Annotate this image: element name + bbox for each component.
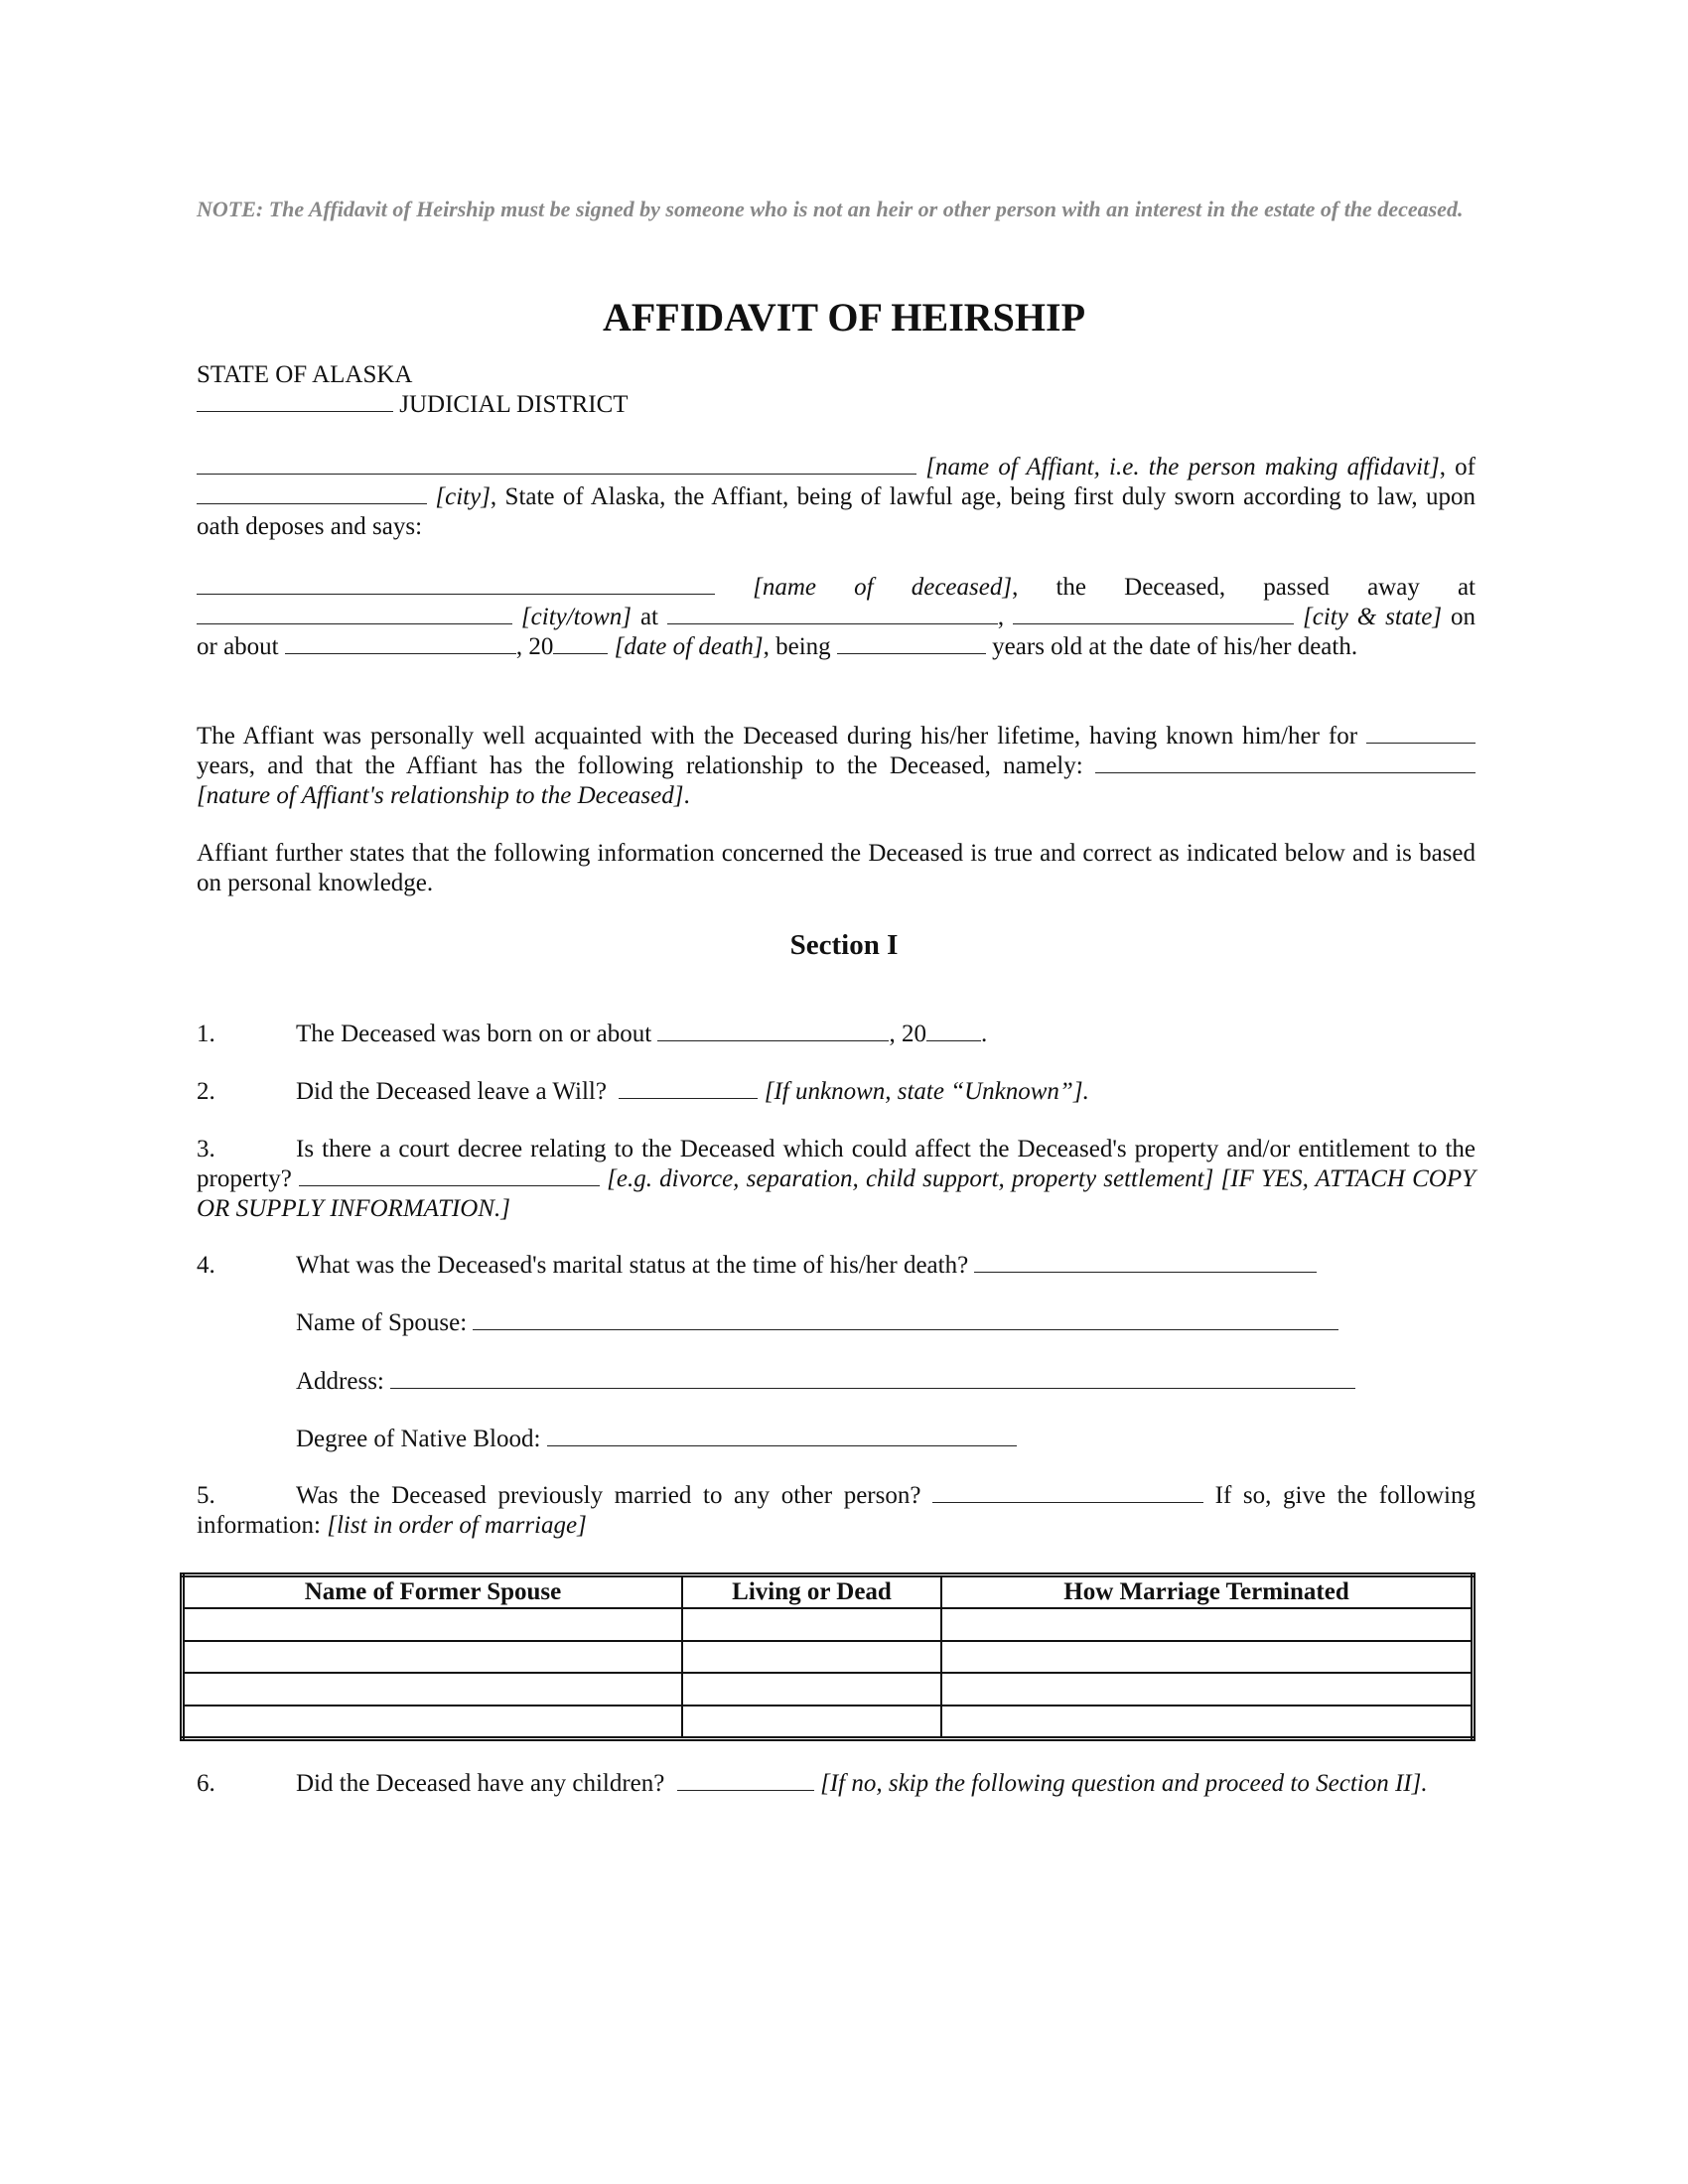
hint: [city]	[435, 483, 491, 510]
birth-date-blank[interactable]	[657, 1021, 889, 1041]
text: , 20	[889, 1021, 926, 1047]
item-1	[197, 1020, 1476, 1049]
text: .	[683, 782, 690, 809]
table-row	[183, 1641, 1474, 1673]
cell[interactable]	[682, 1641, 941, 1673]
item-number: 1.	[197, 1021, 215, 1047]
cell[interactable]	[183, 1673, 683, 1705]
text: , the Deceased, passed away at	[1012, 574, 1476, 601]
birth-year-blank[interactable]	[926, 1021, 981, 1041]
address-blank[interactable]	[390, 1368, 1355, 1389]
will-blank[interactable]	[619, 1078, 758, 1099]
column-header: How Marriage Terminated	[941, 1575, 1474, 1609]
hint: [name of deceased]	[753, 574, 1013, 601]
text: Was the Deceased previously married to any other person?	[296, 1482, 921, 1509]
table-row	[183, 1608, 1474, 1640]
hint: [If unknown, state “Unknown”].	[764, 1078, 1089, 1105]
hint: [city/town]	[520, 604, 633, 630]
item-2	[197, 1077, 1476, 1107]
venue	[197, 360, 1476, 420]
years-blank[interactable]	[1366, 723, 1476, 744]
text: , of	[1439, 454, 1477, 480]
city-blank[interactable]	[197, 483, 427, 504]
blood-line	[296, 1425, 1476, 1454]
text: .	[980, 1021, 988, 1047]
text: , 20	[515, 633, 554, 660]
decree-blank[interactable]	[299, 1165, 600, 1186]
hint: [list in order of marriage]	[327, 1512, 587, 1539]
cell[interactable]	[941, 1608, 1474, 1640]
spouse-blank[interactable]	[473, 1309, 1338, 1330]
city-town-blank[interactable]	[197, 604, 512, 624]
cell[interactable]	[183, 1608, 683, 1640]
text: Name of Spouse:	[296, 1309, 468, 1336]
hint: [If no, skip the following question and proceed to Section II].	[820, 1770, 1428, 1797]
deceased-name-blank[interactable]	[197, 574, 715, 595]
item-number: 3.	[197, 1136, 215, 1162]
cell[interactable]	[682, 1673, 941, 1705]
cell[interactable]	[183, 1706, 683, 1739]
hint: [date of death]	[614, 633, 764, 660]
item-number: 6.	[197, 1770, 215, 1797]
cell[interactable]	[682, 1608, 941, 1640]
hint: [nature of Affiant's relationship to the Deceased]	[197, 782, 684, 809]
hint: [city & state]	[1303, 604, 1443, 630]
text: at	[639, 604, 658, 630]
text: The Deceased was born on or about	[296, 1021, 652, 1047]
city-state-blank[interactable]	[1013, 604, 1294, 624]
children-blank[interactable]	[677, 1770, 814, 1791]
section-heading: Section I	[789, 929, 899, 961]
district-label: JUDICIAL DISTRICT	[399, 391, 629, 418]
year-blank[interactable]	[553, 633, 608, 654]
item-5	[197, 1481, 1476, 1541]
text: If so, give the following information:	[197, 1482, 1476, 1539]
place-blank[interactable]	[667, 604, 998, 624]
cell[interactable]	[183, 1641, 683, 1673]
column-header: Name of Former Spouse	[183, 1575, 683, 1609]
text: Address:	[296, 1368, 384, 1395]
cell[interactable]	[682, 1706, 941, 1739]
state-label: STATE OF ALASKA	[197, 361, 413, 388]
page-title: AFFIDAVIT OF HEIRSHIP	[602, 295, 1085, 340]
text: on or about	[197, 604, 1476, 660]
address-line	[296, 1367, 1476, 1397]
item-4	[197, 1251, 1476, 1281]
cell[interactable]	[941, 1673, 1474, 1705]
item-number: 5.	[197, 1482, 215, 1509]
column-header: Living or Dead	[682, 1575, 941, 1609]
affiant-paragraph	[197, 453, 1476, 542]
text: Did the Deceased leave a Will?	[296, 1078, 607, 1105]
statement-paragraph: Affiant further states that the following information concerned the Deceased is true and correct as indicated below and is based on personal knowledge.	[197, 840, 1476, 896]
item-number: 2.	[197, 1078, 215, 1105]
cell[interactable]	[941, 1706, 1474, 1739]
affiant-name-blank[interactable]	[197, 454, 916, 475]
table-header	[183, 1575, 1474, 1609]
cell[interactable]	[941, 1641, 1474, 1673]
previous-marriage-blank[interactable]	[932, 1482, 1203, 1503]
text: What was the Deceased's marital status at the time of his/her death?	[296, 1252, 969, 1279]
item-6	[197, 1769, 1476, 1799]
table-row	[183, 1706, 1474, 1739]
age-blank[interactable]	[837, 633, 986, 654]
text: years, and that the Affiant has the following relationship to the Deceased, namely:	[197, 752, 1083, 779]
item-3	[197, 1135, 1476, 1224]
note: NOTE: The Affidavit of Heirship must be signed by someone who is not an heir or other person with an interest in the estate of the deceased.	[197, 197, 1464, 221]
acquaintance-paragraph	[197, 722, 1476, 811]
former-spouse-table	[180, 1572, 1476, 1741]
hint: [name of Affiant, i.e. the person making affidavit]	[925, 454, 1440, 480]
hint: [e.g. divorce, separation, child support, property settlement] [IF YES, ATTACH COPY OR SUPPLY INFORMATION.]	[197, 1165, 1477, 1222]
spouse-line	[296, 1308, 1476, 1338]
text: Did the Deceased have any children?	[296, 1770, 665, 1797]
text: The Affiant was personally well acquainted with the Deceased during his/her lifetime, having known him/her for	[197, 723, 1358, 750]
blood-blank[interactable]	[547, 1426, 1017, 1446]
text: ,	[997, 604, 1005, 630]
text: , being	[763, 633, 831, 660]
district-blank[interactable]	[197, 391, 393, 412]
marital-status-blank[interactable]	[974, 1252, 1317, 1273]
table-row	[183, 1673, 1474, 1705]
deceased-paragraph	[197, 573, 1476, 662]
relationship-blank[interactable]	[1095, 752, 1476, 773]
item-number: 4.	[197, 1252, 215, 1279]
text: , State of Alaska, the Affiant, being of lawful age, being first duly sworn according to law, upon oath deposes and says:	[197, 483, 1477, 540]
text: years old at the date of his/her death.	[992, 633, 1358, 660]
date-blank[interactable]	[285, 633, 516, 654]
text: Degree of Native Blood:	[296, 1426, 541, 1452]
text: Is there a court decree relating to the Deceased which could affect the Deceased's property and/or entitlement to the property?	[197, 1136, 1476, 1192]
